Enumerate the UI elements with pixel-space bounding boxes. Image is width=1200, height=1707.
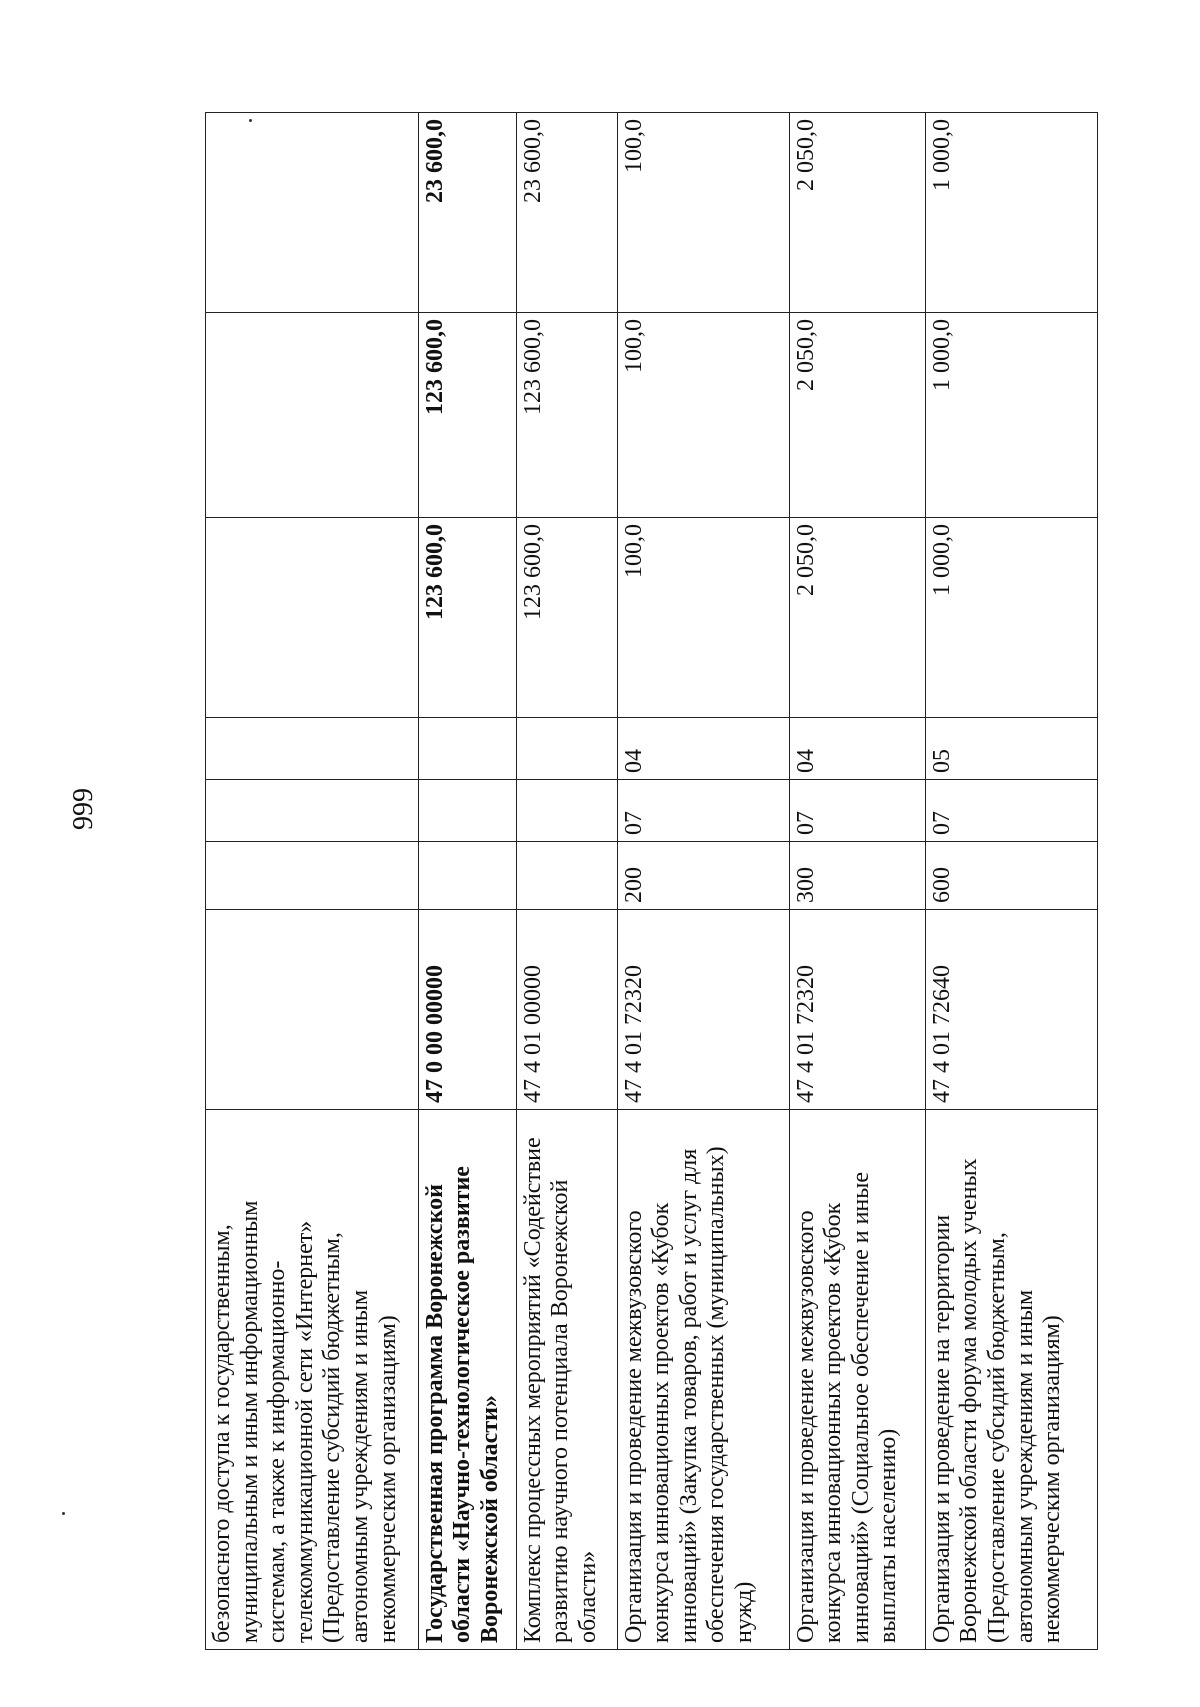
row-year3: 1 000,0	[925, 113, 1097, 313]
row-year2: 2 050,0	[789, 313, 925, 518]
row-pr: 04	[617, 718, 789, 780]
row-year3: 23 600,0	[418, 113, 516, 313]
row-year1: 123 600,0	[516, 518, 617, 718]
table-row-complex	[516, 113, 617, 1650]
scan-dot	[249, 119, 252, 122]
row-year1	[206, 518, 419, 718]
table-row-continuation	[206, 113, 419, 1650]
row-year2: 1 000,0	[925, 313, 1097, 518]
table-row-item	[789, 113, 925, 1650]
row-year1: 100,0	[617, 518, 789, 718]
table-row-item	[617, 113, 789, 1650]
row-year3: 23 600,0	[516, 113, 617, 313]
row-code	[206, 910, 419, 1110]
row-pr	[418, 718, 516, 780]
row-vr	[418, 842, 516, 910]
row-year2: 100,0	[617, 313, 789, 518]
row-year1: 1 000,0	[925, 518, 1097, 718]
row-vr: 600	[925, 842, 1097, 910]
row-name: Организация и проведение межвузовского конкурса инновационных проектов «Кубок инноваций» (Социальное обеспечение и иные выплаты населению)	[789, 1110, 925, 1650]
page-number: 999	[68, 788, 99, 830]
row-rz	[206, 780, 419, 842]
row-rz: 07	[617, 780, 789, 842]
row-rz: 07	[925, 780, 1097, 842]
row-code: 47 4 01 72320	[789, 910, 925, 1110]
row-pr: 05	[925, 718, 1097, 780]
row-name: Комплекс процессных мероприятий «Содействие развитию научного потенциала Воронежской области»	[516, 1110, 617, 1650]
budget-table	[205, 112, 1098, 1650]
row-vr	[516, 842, 617, 910]
row-year3: 100,0	[617, 113, 789, 313]
row-rz	[516, 780, 617, 842]
row-year2: 123 600,0	[418, 313, 516, 518]
row-year1: 123 600,0	[418, 518, 516, 718]
table-row-item	[925, 113, 1097, 1650]
row-year2	[206, 313, 419, 518]
rotated-table-wrapper	[205, 113, 1098, 1650]
row-year3: 2 050,0	[789, 113, 925, 313]
row-pr: 04	[789, 718, 925, 780]
row-rz	[418, 780, 516, 842]
row-name: Организация и проведение на территории Воронежской области форума молодых ученых (Предоставление субсидий бюджетным, автономным учреждениям и иным некоммерческим организациям)	[925, 1110, 1097, 1650]
row-vr	[206, 842, 419, 910]
row-vr: 200	[617, 842, 789, 910]
row-pr	[516, 718, 617, 780]
row-year1: 2 050,0	[789, 518, 925, 718]
scan-speck	[62, 1512, 65, 1515]
row-code: 47 4 01 72640	[925, 910, 1097, 1110]
row-name: Организация и проведение межвузовского конкурса инновационных проектов «Кубок инноваций» (Закупка товаров, работ и услуг для обеспечения государственных (муниципальных) нужд)	[617, 1110, 789, 1650]
row-name: Государственная программа Воронежской области «Научно-технологическое развитие Воронежской области»	[418, 1110, 516, 1650]
row-code: 47 4 01 72320	[617, 910, 789, 1110]
row-vr: 300	[789, 842, 925, 910]
row-pr	[206, 718, 419, 780]
row-rz: 07	[789, 780, 925, 842]
row-year3	[206, 113, 419, 313]
row-code: 47 0 00 00000	[418, 910, 516, 1110]
table-row-program	[418, 113, 516, 1650]
row-code: 47 4 01 00000	[516, 910, 617, 1110]
row-year2: 123 600,0	[516, 313, 617, 518]
row-name: безопасного доступа к государственным, муниципальным и иным информационным системам, а также к информационно-телекоммуникационной сети «Интернет» (Предоставление субсидий бюджетным, автономным учреждениям и иным некоммерческим организациям)	[206, 1110, 419, 1650]
